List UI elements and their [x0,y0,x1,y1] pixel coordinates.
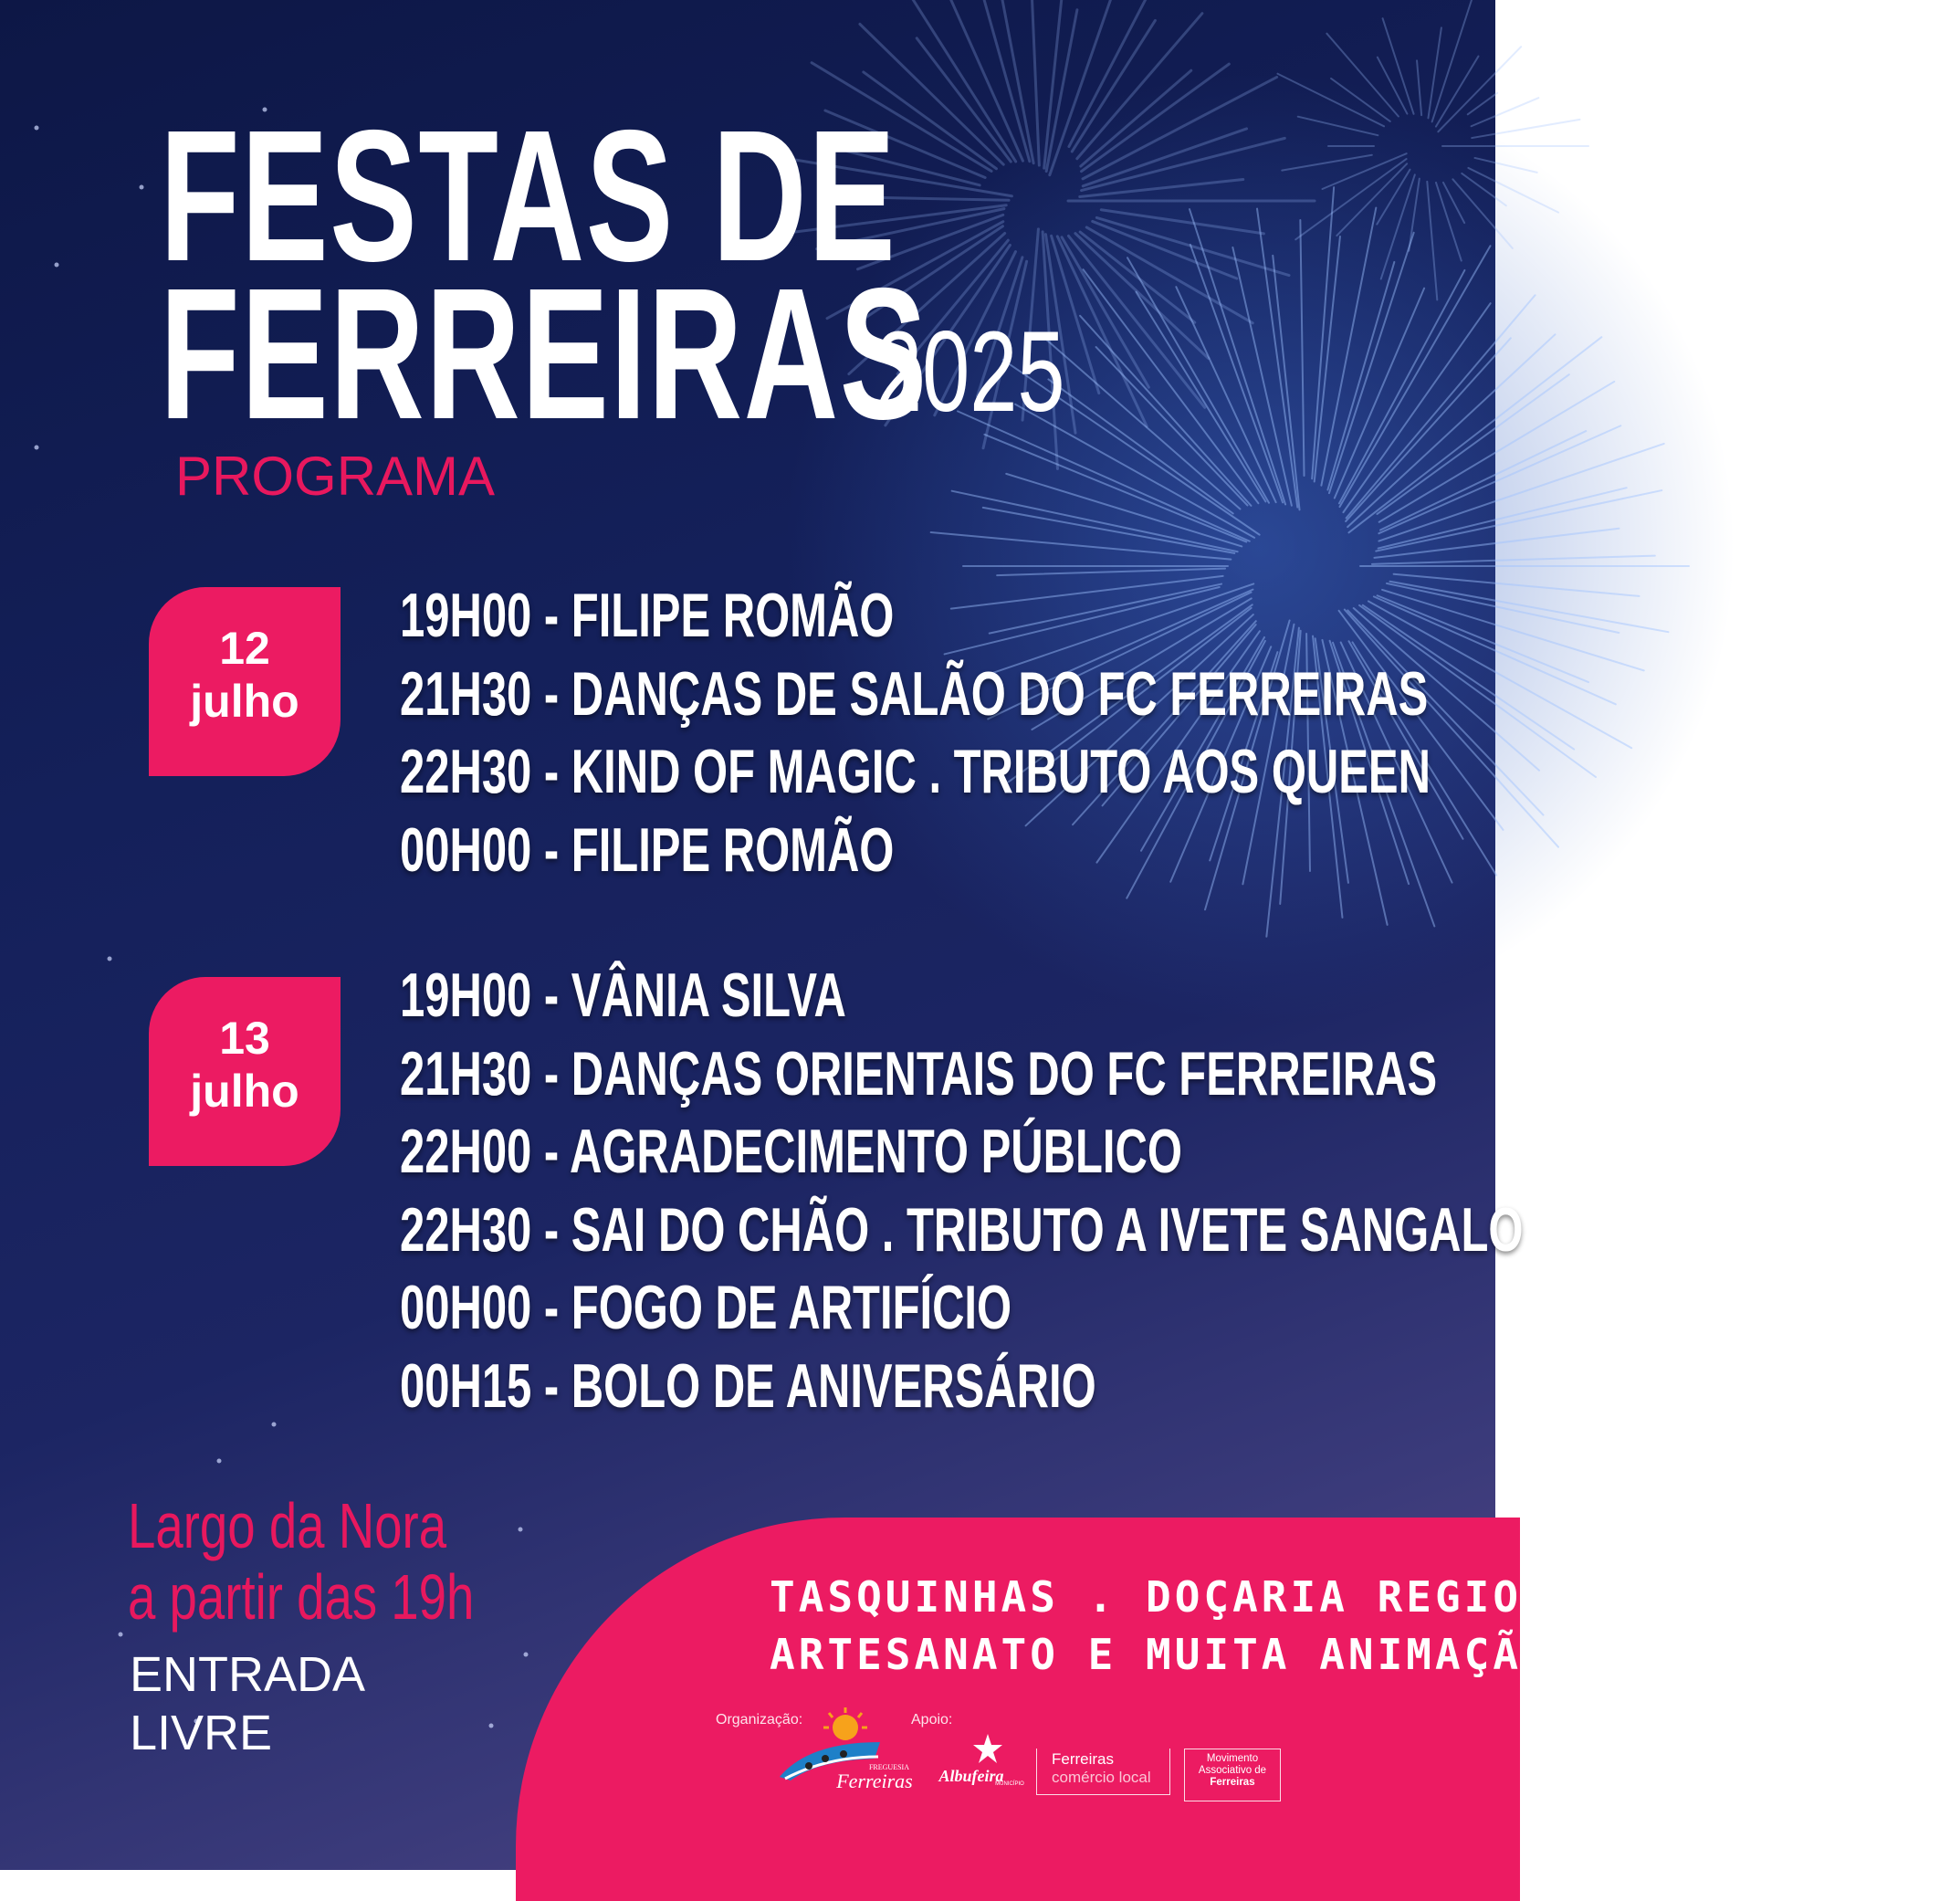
freguesia-name: Ferreiras [836,1770,913,1792]
schedule-item: 21H30 - DANÇAS ORIENTAIS DO FC FERREIRAS [400,1038,1438,1108]
comercio-logo-line-1: Ferreiras [1052,1750,1115,1768]
entry-info [130,1645,365,1762]
star-sparkle [524,1653,529,1657]
date-badge-day-2 [149,977,341,1166]
star-sparkle [519,1528,523,1532]
albufeira-name: Albufeira [938,1767,1004,1785]
albufeira-logo [937,1730,1028,1794]
comercio-logo-line-2: comércio local [1052,1769,1151,1786]
schedule-item: 00H00 - FILIPE ROMÃO [400,814,895,885]
schedule-day-1 [400,577,1831,889]
movimento-logo-line-3: Ferreiras [1210,1777,1255,1788]
movimento-logo-line-1: Movimento [1206,1753,1259,1764]
schedule-item: 21H30 - DANÇAS DE SALÃO DO FC FERREIRAS [400,658,1429,729]
schedule-item: 22H00 - AGRADECIMENTO PÚBLICO [400,1117,1182,1186]
venue-name: Largo da Nora [128,1490,447,1561]
firework-ray [1428,27,1441,118]
star-sparkle [217,1459,222,1464]
freguesia-small-label: FREGUESIA [868,1763,910,1771]
entry-line-2: LIVRE [130,1706,273,1760]
date-badge-month: julho [190,1066,299,1117]
star-sparkle [489,1724,494,1728]
star-sparkle [119,1633,123,1637]
organization-label: Organização: [716,1712,803,1728]
schedule-item: 22H30 - KIND OF MAGIC . TRIBUTO AOS QUEEN [400,737,1431,806]
support-label: Apoio: [911,1712,953,1728]
venue-info [128,1490,474,1633]
program-subtitle: PROGRAMA [175,446,496,507]
star-sparkle [140,185,144,190]
firework-ray [1438,47,1521,131]
movimento-associativo-logo [1184,1749,1281,1801]
ferreiras-comercio-local-logo [1036,1749,1170,1795]
date-badge-day-1 [149,587,341,776]
firework-ray [913,0,1016,162]
entry-line-1: ENTRADA [130,1647,366,1702]
star-sparkle [35,126,39,131]
title-line-1: FESTAS DE [160,91,897,300]
venue-time: a partir das 19h [128,1561,475,1633]
star-sparkle [55,263,59,268]
star-sparkle [108,957,112,961]
schedule-item: 00H00 - FOGO DE ARTIFÍCIO [400,1273,1012,1342]
date-badge-day-number: 12 [219,623,270,674]
highlights-text [770,1569,1609,1684]
star-sparkle [35,446,39,450]
schedule-item: 00H15 - BOLO DE ANIVERSÁRIO [400,1350,1096,1421]
firework-ray [1472,120,1579,138]
title-line-2: FERREIRAS [160,249,928,458]
title-year: 2025 [875,309,1065,436]
movimento-logo-line-2: Associativo de [1198,1765,1267,1776]
schedule-item: 22H30 - SAI DO CHÃO . TRIBUTO A IVETE SANGALO [400,1194,1524,1265]
highlights-line-1: TASQUINHAS . DOÇARIA REGIONAL [770,1572,1609,1622]
date-badge-day-number: 13 [219,1013,270,1064]
schedule-item: 19H00 - FILIPE ROMÃO [400,581,895,650]
highlights-line-2: ARTESANATO E MUITA ANIMAÇÃO! [770,1630,1580,1679]
freguesia-ferreiras-logo [772,1706,918,1797]
schedule-item: 19H00 - VÂNIA SILVA [400,961,846,1030]
schedule-day-2 [400,957,1960,1425]
firework-ray [1472,98,1539,126]
albufeira-sub: MUNICÍPIO [995,1781,1024,1787]
star-sparkle [272,1423,277,1427]
date-badge-month: julho [190,676,299,727]
